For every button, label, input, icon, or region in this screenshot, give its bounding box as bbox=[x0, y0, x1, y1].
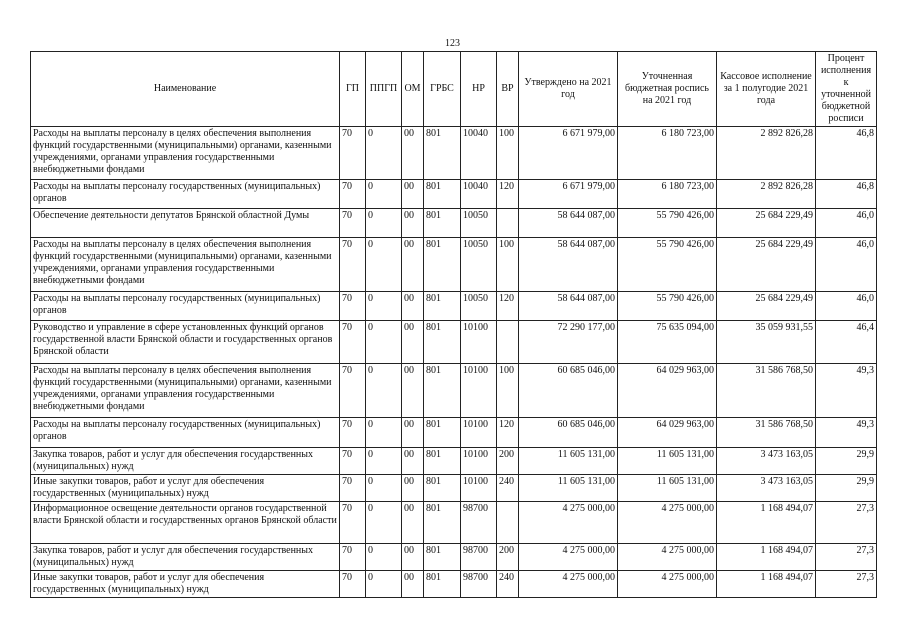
row-om: 00 bbox=[402, 238, 424, 292]
header-percent: Процент исполнения к уточненной бюджетной росписи bbox=[816, 52, 877, 127]
row-revised: 6 180 723,00 bbox=[618, 180, 717, 209]
row-name: Расходы на выплаты персоналу в целях обеспечения выполнения функций государственными (муниципальными) органами, казенными учреждениями, органами управления государственными внебюджетными фондами bbox=[31, 238, 340, 292]
row-ppgp: 0 bbox=[366, 180, 402, 209]
row-ppgp: 0 bbox=[366, 209, 402, 238]
row-np: 10050 bbox=[461, 292, 497, 321]
row-name: Иные закупки товаров, работ и услуг для обеспечения государственных (муниципальных) нужд bbox=[31, 571, 340, 598]
row-vr: 100 bbox=[497, 238, 519, 292]
row-name: Закупка товаров, работ и услуг для обеспечения государственных (муниципальных) нужд bbox=[31, 448, 340, 475]
row-grbs: 801 bbox=[424, 292, 461, 321]
row-name: Расходы на выплаты персоналу государственных (муниципальных) органов bbox=[31, 292, 340, 321]
row-gp: 70 bbox=[340, 448, 366, 475]
row-om: 00 bbox=[402, 418, 424, 448]
header-approved: Утверждено на 2021 год bbox=[519, 52, 618, 127]
row-approved: 60 685 046,00 bbox=[519, 418, 618, 448]
row-grbs: 801 bbox=[424, 502, 461, 544]
header-revised: Уточненная бюджетная роспись на 2021 год bbox=[618, 52, 717, 127]
row-ppgp: 0 bbox=[366, 238, 402, 292]
row-grbs: 801 bbox=[424, 127, 461, 180]
row-cash: 1 168 494,07 bbox=[717, 544, 816, 571]
row-ppgp: 0 bbox=[366, 321, 402, 364]
row-name: Расходы на выплаты персоналу в целях обеспечения выполнения функций государственными (муниципальными) органами, казенными учреждениями, органами управления государственными внебюджетными фондами bbox=[31, 364, 340, 418]
row-gp: 70 bbox=[340, 544, 366, 571]
row-grbs: 801 bbox=[424, 475, 461, 502]
row-ppgp: 0 bbox=[366, 571, 402, 598]
row-percent: 46,4 bbox=[816, 321, 877, 364]
row-om: 00 bbox=[402, 292, 424, 321]
row-np: 10100 bbox=[461, 418, 497, 448]
row-name: Расходы на выплаты персоналу государственных (муниципальных) органов bbox=[31, 418, 340, 448]
row-grbs: 801 bbox=[424, 209, 461, 238]
row-approved: 72 290 177,00 bbox=[519, 321, 618, 364]
row-cash: 25 684 229,49 bbox=[717, 238, 816, 292]
row-vr bbox=[497, 321, 519, 364]
row-gp: 70 bbox=[340, 180, 366, 209]
row-grbs: 801 bbox=[424, 448, 461, 475]
row-np: 98700 bbox=[461, 571, 497, 598]
row-revised: 4 275 000,00 bbox=[618, 502, 717, 544]
row-np: 10100 bbox=[461, 448, 497, 475]
row-name: Информационное освещение деятельности органов государственной власти Брянской области и государственных органов Брянской области bbox=[31, 502, 340, 544]
row-vr bbox=[497, 502, 519, 544]
table-body bbox=[31, 127, 877, 598]
row-percent: 49,3 bbox=[816, 364, 877, 418]
row-percent: 27,3 bbox=[816, 544, 877, 571]
row-approved: 58 644 087,00 bbox=[519, 292, 618, 321]
row-np: 10100 bbox=[461, 364, 497, 418]
table-header bbox=[31, 52, 877, 127]
row-percent: 46,0 bbox=[816, 209, 877, 238]
row-cash: 1 168 494,07 bbox=[717, 571, 816, 598]
row-cash: 31 586 768,50 bbox=[717, 418, 816, 448]
row-percent: 46,8 bbox=[816, 180, 877, 209]
table-row bbox=[31, 544, 877, 571]
row-vr: 200 bbox=[497, 448, 519, 475]
row-name: Обеспечение деятельности депутатов Брянской областной Думы bbox=[31, 209, 340, 238]
row-revised: 55 790 426,00 bbox=[618, 209, 717, 238]
row-ppgp: 0 bbox=[366, 544, 402, 571]
row-approved: 58 644 087,00 bbox=[519, 209, 618, 238]
row-cash: 25 684 229,49 bbox=[717, 292, 816, 321]
row-revised: 55 790 426,00 bbox=[618, 238, 717, 292]
budget-execution-table bbox=[30, 51, 877, 598]
row-om: 00 bbox=[402, 209, 424, 238]
row-cash: 25 684 229,49 bbox=[717, 209, 816, 238]
header-cash: Кассовое исполнение за 1 полугодие 2021 года bbox=[717, 52, 816, 127]
row-approved: 4 275 000,00 bbox=[519, 571, 618, 598]
row-np: 10050 bbox=[461, 238, 497, 292]
table-row bbox=[31, 364, 877, 418]
table-row bbox=[31, 475, 877, 502]
header-ppgp: ППГП bbox=[366, 52, 402, 127]
header-np: НР bbox=[461, 52, 497, 127]
row-np: 10040 bbox=[461, 127, 497, 180]
row-ppgp: 0 bbox=[366, 475, 402, 502]
row-gp: 70 bbox=[340, 209, 366, 238]
row-gp: 70 bbox=[340, 502, 366, 544]
row-om: 00 bbox=[402, 448, 424, 475]
row-revised: 64 029 963,00 bbox=[618, 418, 717, 448]
row-vr: 120 bbox=[497, 180, 519, 209]
row-np: 10050 bbox=[461, 209, 497, 238]
row-cash: 2 892 826,28 bbox=[717, 180, 816, 209]
header-om: ОМ bbox=[402, 52, 424, 127]
row-gp: 70 bbox=[340, 321, 366, 364]
table-row bbox=[31, 238, 877, 292]
row-ppgp: 0 bbox=[366, 292, 402, 321]
row-percent: 46,0 bbox=[816, 292, 877, 321]
table-row bbox=[31, 321, 877, 364]
row-vr: 240 bbox=[497, 475, 519, 502]
row-approved: 6 671 979,00 bbox=[519, 180, 618, 209]
row-gp: 70 bbox=[340, 418, 366, 448]
row-ppgp: 0 bbox=[366, 127, 402, 180]
row-vr: 100 bbox=[497, 364, 519, 418]
header-grbs: ГРБС bbox=[424, 52, 461, 127]
row-ppgp: 0 bbox=[366, 448, 402, 475]
row-approved: 60 685 046,00 bbox=[519, 364, 618, 418]
row-gp: 70 bbox=[340, 127, 366, 180]
row-approved: 4 275 000,00 bbox=[519, 502, 618, 544]
row-approved: 6 671 979,00 bbox=[519, 127, 618, 180]
row-cash: 31 586 768,50 bbox=[717, 364, 816, 418]
row-name: Закупка товаров, работ и услуг для обеспечения государственных (муниципальных) нужд bbox=[31, 544, 340, 571]
row-om: 00 bbox=[402, 321, 424, 364]
row-revised: 4 275 000,00 bbox=[618, 544, 717, 571]
row-grbs: 801 bbox=[424, 238, 461, 292]
row-name: Расходы на выплаты персоналу государственных (муниципальных) органов bbox=[31, 180, 340, 209]
row-vr: 100 bbox=[497, 127, 519, 180]
row-om: 00 bbox=[402, 571, 424, 598]
row-cash: 3 473 163,05 bbox=[717, 448, 816, 475]
row-name: Иные закупки товаров, работ и услуг для обеспечения государственных (муниципальных) нужд bbox=[31, 475, 340, 502]
row-vr: 120 bbox=[497, 418, 519, 448]
row-revised: 11 605 131,00 bbox=[618, 448, 717, 475]
row-approved: 11 605 131,00 bbox=[519, 448, 618, 475]
table-row bbox=[31, 292, 877, 321]
row-cash: 2 892 826,28 bbox=[717, 127, 816, 180]
row-cash: 1 168 494,07 bbox=[717, 502, 816, 544]
row-np: 10100 bbox=[461, 475, 497, 502]
row-percent: 29,9 bbox=[816, 448, 877, 475]
row-om: 00 bbox=[402, 180, 424, 209]
row-om: 00 bbox=[402, 502, 424, 544]
row-grbs: 801 bbox=[424, 321, 461, 364]
row-cash: 3 473 163,05 bbox=[717, 475, 816, 502]
row-grbs: 801 bbox=[424, 571, 461, 598]
row-gp: 70 bbox=[340, 475, 366, 502]
row-grbs: 801 bbox=[424, 544, 461, 571]
header-gp: ГП bbox=[340, 52, 366, 127]
row-gp: 70 bbox=[340, 292, 366, 321]
row-om: 00 bbox=[402, 364, 424, 418]
row-grbs: 801 bbox=[424, 418, 461, 448]
table-row bbox=[31, 127, 877, 180]
row-cash: 35 059 931,55 bbox=[717, 321, 816, 364]
row-om: 00 bbox=[402, 475, 424, 502]
table-row bbox=[31, 571, 877, 598]
header-vr: ВР bbox=[497, 52, 519, 127]
row-np: 10040 bbox=[461, 180, 497, 209]
row-vr: 240 bbox=[497, 571, 519, 598]
row-om: 00 bbox=[402, 127, 424, 180]
row-vr: 120 bbox=[497, 292, 519, 321]
row-np: 98700 bbox=[461, 502, 497, 544]
row-percent: 46,8 bbox=[816, 127, 877, 180]
page-number: 123 bbox=[445, 38, 460, 49]
row-ppgp: 0 bbox=[366, 418, 402, 448]
table-row bbox=[31, 502, 877, 544]
table-row bbox=[31, 209, 877, 238]
table-row bbox=[31, 448, 877, 475]
row-om: 00 bbox=[402, 544, 424, 571]
row-approved: 4 275 000,00 bbox=[519, 544, 618, 571]
row-percent: 27,3 bbox=[816, 571, 877, 598]
row-percent: 29,9 bbox=[816, 475, 877, 502]
row-ppgp: 0 bbox=[366, 364, 402, 418]
row-approved: 11 605 131,00 bbox=[519, 475, 618, 502]
row-ppgp: 0 bbox=[366, 502, 402, 544]
row-name: Руководство и управление в сфере установленных функций органов государственной власти Брянской области и государственных органов Брянской области bbox=[31, 321, 340, 364]
header-row bbox=[31, 52, 877, 127]
row-gp: 70 bbox=[340, 238, 366, 292]
row-revised: 75 635 094,00 bbox=[618, 321, 717, 364]
row-grbs: 801 bbox=[424, 180, 461, 209]
row-np: 10100 bbox=[461, 321, 497, 364]
row-revised: 55 790 426,00 bbox=[618, 292, 717, 321]
row-gp: 70 bbox=[340, 571, 366, 598]
row-percent: 27,3 bbox=[816, 502, 877, 544]
row-name: Расходы на выплаты персоналу в целях обеспечения выполнения функций государственными (муниципальными) органами, казенными учреждениями, органами управления государственными внебюджетными фондами bbox=[31, 127, 340, 180]
table-row bbox=[31, 180, 877, 209]
row-vr bbox=[497, 209, 519, 238]
row-grbs: 801 bbox=[424, 364, 461, 418]
row-np: 98700 bbox=[461, 544, 497, 571]
row-gp: 70 bbox=[340, 364, 366, 418]
header-name: Наименование bbox=[31, 52, 340, 127]
row-approved: 58 644 087,00 bbox=[519, 238, 618, 292]
row-vr: 200 bbox=[497, 544, 519, 571]
row-revised: 4 275 000,00 bbox=[618, 571, 717, 598]
row-percent: 46,0 bbox=[816, 238, 877, 292]
table-row bbox=[31, 418, 877, 448]
row-revised: 11 605 131,00 bbox=[618, 475, 717, 502]
row-percent: 49,3 bbox=[816, 418, 877, 448]
row-revised: 64 029 963,00 bbox=[618, 364, 717, 418]
row-revised: 6 180 723,00 bbox=[618, 127, 717, 180]
